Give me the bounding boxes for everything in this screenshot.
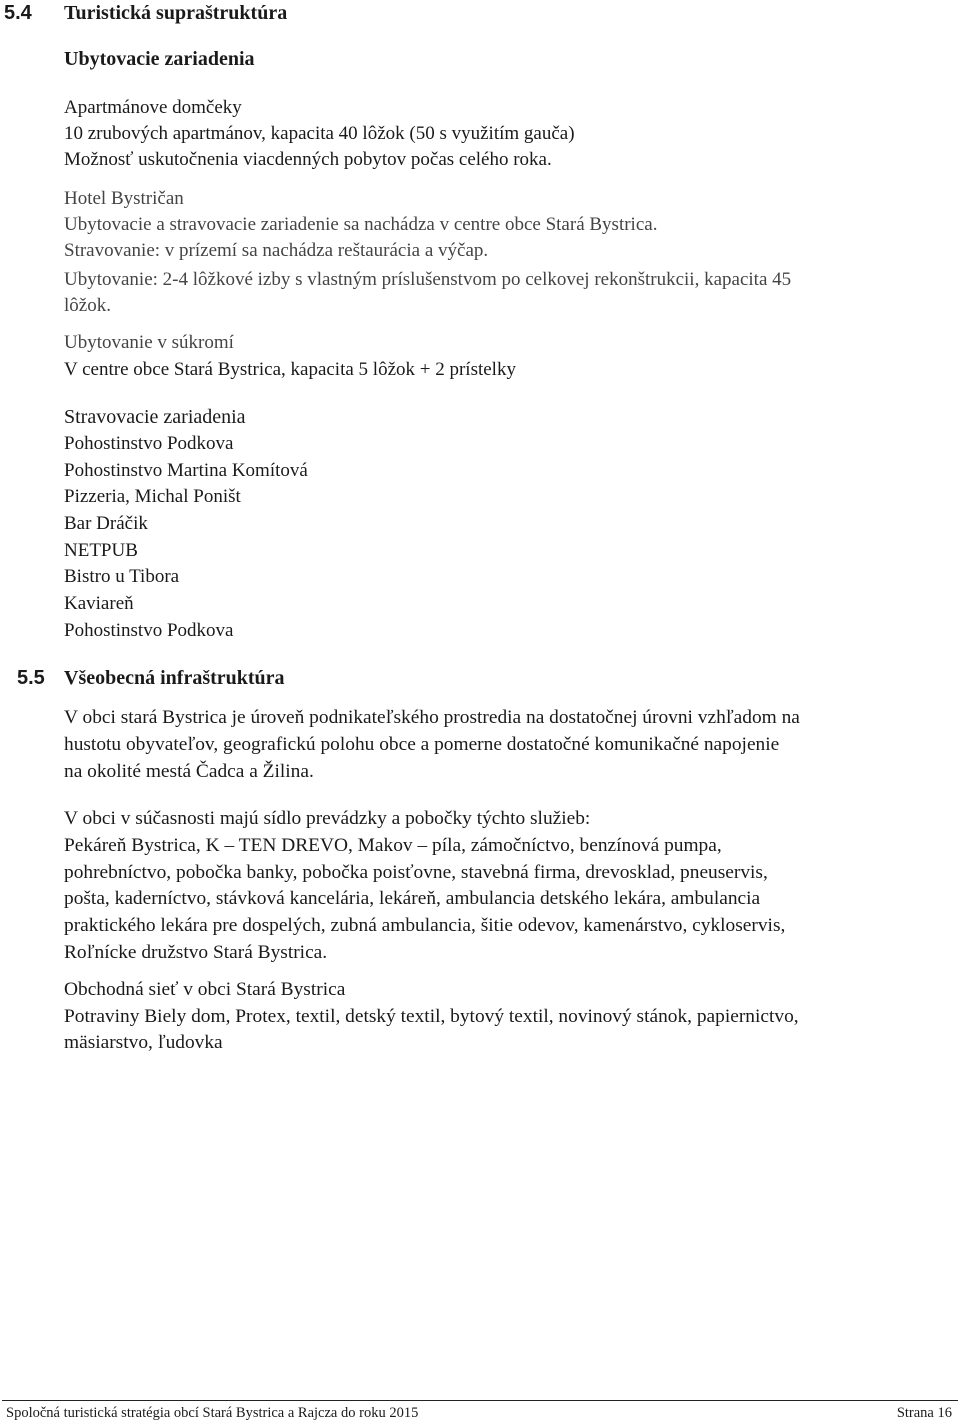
apartments-line: Možnosť uskutočnenia viacdenných pobytov počas celého roka. bbox=[64, 149, 552, 170]
apartments-line: 10 zrubových apartmánov, kapacita 40 lôžok (50 s využitím gauča) bbox=[64, 123, 575, 144]
paragraph-line: Potraviny Biely dom, Protex, textil, detský textil, bytový textil, novinový stánok, papiernictvo, bbox=[64, 1006, 799, 1027]
food-place: Pohostinstvo Podkova bbox=[64, 433, 234, 454]
paragraph-line: V obci v súčasnosti majú sídlo prevádzky a pobočky týchto služieb: bbox=[64, 808, 591, 829]
paragraph-line: V obci stará Bystrica je úroveň podnikateľského prostredia na dostatočnej úrovni vzhľadom na bbox=[64, 707, 800, 728]
hotel-line: Ubytovacie a stravovacie zariadenie sa nachádza v centre obce Stará Bystrica. bbox=[64, 214, 658, 235]
section-number: 5.4 bbox=[4, 2, 32, 24]
paragraph-line: pohrebníctvo, pobočka banky, pobočka poisťovne, stavebná firma, drevosklad, pneuservis, bbox=[64, 862, 768, 883]
subheading-accommodation: Ubytovacie zariadenia bbox=[64, 48, 255, 70]
private-line: V centre obce Stará Bystrica, kapacita 5 lôžok + 2 prístelky bbox=[64, 359, 516, 380]
private-title: Ubytovanie v súkromí bbox=[64, 332, 234, 353]
paragraph-line: praktického lekára pre dospelých, zubná ambulancia, šitie odevov, kamenárstvo, cykloservis, bbox=[64, 915, 786, 936]
paragraph-line: Obchodná sieť v obci Stará Bystrica bbox=[64, 979, 346, 1000]
paragraph-line: na okolité mestá Čadca a Žilina. bbox=[64, 761, 314, 782]
section-title: Všeobecná infraštruktúra bbox=[64, 667, 285, 689]
food-place: NETPUB bbox=[64, 540, 138, 561]
food-place: Pohostinstvo Podkova bbox=[64, 620, 234, 641]
food-place: Pizzeria, Michal Poništ bbox=[64, 486, 241, 507]
subheading-food: Stravovacie zariadenia bbox=[64, 406, 246, 428]
hotel-title: Hotel Bystričan bbox=[64, 188, 184, 209]
food-place: Pohostinstvo Martina Komítová bbox=[64, 460, 308, 481]
paragraph-line: pošta, kaderníctvo, stávková kancelária, lekáreň, ambulancia detského lekára, ambulancia bbox=[64, 888, 761, 909]
section-title: Turistická supraštruktúra bbox=[64, 2, 288, 24]
food-place: Bar Dráčik bbox=[64, 513, 148, 534]
page-number: Strana 16 bbox=[896, 1405, 952, 1421]
footer-title: Spoločná turistická stratégia obcí Stará Bystrica a Rajcza do roku 2015 bbox=[6, 1405, 419, 1421]
paragraph-line: Pekáreň Bystrica, K – TEN DREVO, Makov – píla, zámočníctvo, benzínová pumpa, bbox=[64, 835, 722, 856]
section-number: 5.5 bbox=[17, 667, 45, 689]
apartments-title: Apartmánove domčeky bbox=[64, 97, 242, 118]
hotel-line: lôžok. bbox=[64, 295, 111, 316]
hotel-line: Stravovanie: v prízemí sa nachádza reštaurácia a výčap. bbox=[64, 240, 489, 261]
paragraph-line: mäsiarstvo, ľudovka bbox=[64, 1032, 223, 1053]
hotel-line: Ubytovanie: 2-4 lôžkové izby s vlastným príslušenstvom po celkovej rekonštrukcii, kapacita 45 bbox=[64, 269, 792, 290]
food-place: Kaviareň bbox=[64, 593, 134, 614]
paragraph-line: hustotu obyvateľov, geografickú polohu obce a pomerne dostatočné komunikačné napojenie bbox=[64, 734, 780, 755]
footer-divider bbox=[2, 1400, 958, 1401]
food-place: Bistro u Tibora bbox=[64, 566, 180, 587]
paragraph-line: Roľnícke družstvo Stará Bystrica. bbox=[64, 942, 328, 963]
